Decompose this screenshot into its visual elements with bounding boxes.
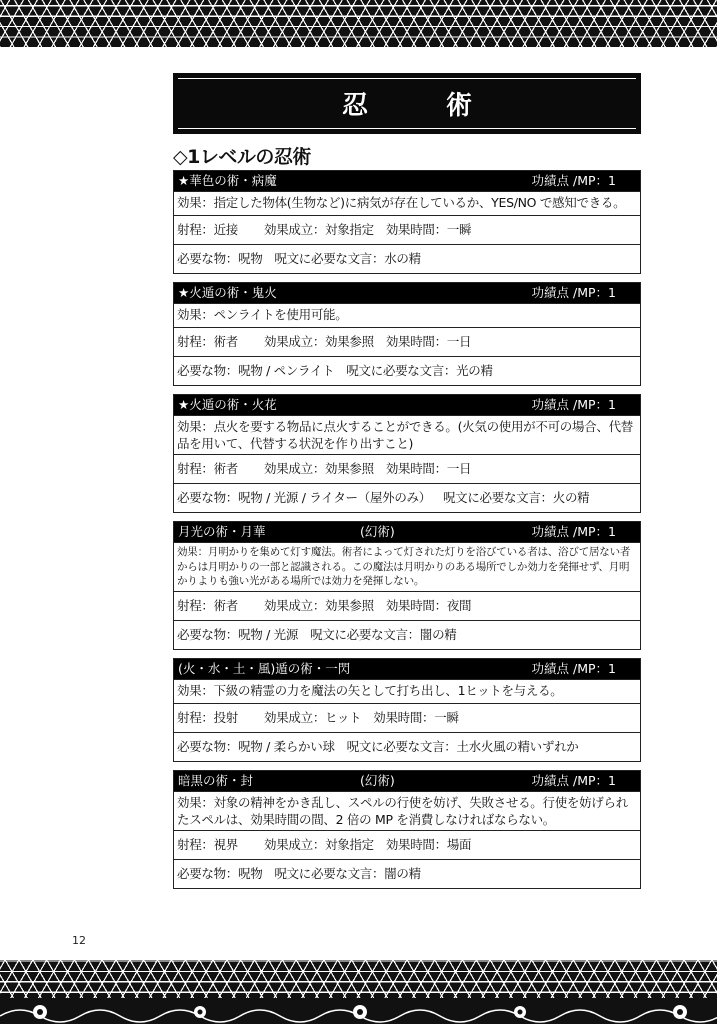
spell-stats bbox=[174, 591, 640, 620]
spell-effect: 効果：対象の精神をかき乱し、スペルの行使を妨げ、失敗させる。行使を妨げられたスペルは、効果時間の間、2 倍の MP を消費しなければならない。 bbox=[174, 791, 640, 830]
spell-name: 暗黒の術・封 bbox=[178, 772, 254, 788]
spell-cost: 功績点 /MP：1 bbox=[531, 397, 616, 412]
spell-range: 射程：投射 bbox=[177, 709, 239, 725]
spell-header bbox=[174, 522, 640, 542]
spell-needs: 必要な物：呪物 bbox=[177, 251, 263, 266]
spell-needs: 必要な物：呪物 / 光源 bbox=[177, 626, 299, 642]
decorative-footer-band bbox=[0, 998, 717, 1024]
asanoha-pattern-top bbox=[0, 0, 717, 48]
spell-needs: 必要な物：呪物 / ペンライト bbox=[177, 363, 335, 378]
spell-name: ★華色の術・病魔 bbox=[178, 173, 277, 188]
spell-header bbox=[174, 283, 640, 303]
spell-stats bbox=[174, 215, 640, 244]
spell-duration: 効果時間：一日 bbox=[385, 334, 472, 349]
spell-requirements bbox=[174, 859, 640, 888]
spell-establish: 効果成立：ヒット bbox=[264, 709, 362, 725]
spell-cost: 功績点 /MP：1 bbox=[531, 524, 616, 539]
spell-duration: 効果時間：場面 bbox=[385, 836, 472, 852]
page-content bbox=[173, 73, 641, 897]
section-title: ◇1レベルの忍術 bbox=[173, 146, 311, 168]
spell-duration: 効果時間：一日 bbox=[385, 461, 472, 476]
spell-name: (火・水・土・風)遁の術・一閃 bbox=[178, 660, 351, 676]
spell-duration: 効果時間：夜間 bbox=[385, 597, 472, 613]
spell-header bbox=[174, 171, 640, 191]
spell-words: 呪文に必要な文言：闇の精 bbox=[274, 865, 421, 881]
spell-words: 呪文に必要な文言：闇の精 bbox=[310, 626, 457, 642]
spell-range: 射程：術者 bbox=[177, 334, 239, 349]
spell-effect: 効果：月明かりを集めて灯す魔法。術者によって灯された灯りを浴びている者は、浴びて居ない者からは月明かりの一部と認識される。この魔法は月明かりのある場所でしか効力を発揮せず、月明かりよりも強い光がある場所では効力を発揮しない。 bbox=[174, 542, 640, 591]
wave-ornament-icon bbox=[0, 998, 717, 1024]
spell-effect: 効果：下級の精霊の力を魔法の矢として打ち出し、1ヒットを与える。 bbox=[174, 679, 640, 703]
spell-cost: 功績点 /MP：1 bbox=[531, 173, 616, 188]
spell-establish: 効果成立：効果参照 bbox=[264, 597, 374, 613]
spell-stats bbox=[174, 703, 640, 732]
spell-stats bbox=[174, 327, 640, 356]
spell-tag: (幻術) bbox=[360, 524, 395, 539]
spell-name: ★火遁の術・鬼火 bbox=[178, 285, 277, 300]
spell-range: 射程：視界 bbox=[177, 836, 239, 852]
spell-requirements bbox=[174, 244, 640, 273]
spell-words: 呪文に必要な文言：光の精 bbox=[346, 363, 493, 378]
spell-block bbox=[173, 770, 641, 889]
page-number: 12 bbox=[72, 934, 86, 947]
spell-duration: 効果時間：一瞬 bbox=[373, 709, 459, 725]
spell-requirements bbox=[174, 620, 640, 649]
spell-duration: 効果時間：一瞬 bbox=[385, 222, 472, 237]
spell-stats bbox=[174, 830, 640, 859]
spell-header bbox=[174, 395, 640, 415]
spell-needs: 必要な物：呪物 / 柔らかい球 bbox=[177, 738, 335, 754]
spell-block bbox=[173, 658, 641, 762]
spell-establish: 効果成立：対象指定 bbox=[264, 222, 374, 237]
spell-requirements bbox=[174, 483, 640, 512]
spell-words: 呪文に必要な文言：土水火風の精いずれか bbox=[346, 738, 579, 754]
spell-name: 月光の術・月華 bbox=[178, 524, 266, 539]
title-banner bbox=[173, 73, 641, 134]
spell-tag: (幻術) bbox=[360, 772, 395, 788]
spell-effect: 効果：点火を要する物品に点火することができる。(火気の使用が不可の場合、代替品を用いて、代替する状況を作り出すこと) bbox=[174, 415, 640, 454]
spell-range: 射程：近接 bbox=[177, 222, 239, 237]
spell-requirements bbox=[174, 732, 640, 761]
spell-range: 射程：術者 bbox=[177, 597, 239, 613]
spell-list bbox=[173, 170, 641, 889]
spell-range: 射程：術者 bbox=[177, 461, 239, 476]
spell-header bbox=[174, 659, 640, 679]
spell-establish: 効果成立：対象指定 bbox=[264, 836, 374, 852]
spell-cost: 功績点 /MP：1 bbox=[531, 285, 616, 300]
spell-block bbox=[173, 170, 641, 274]
spell-words: 呪文に必要な文言：水の精 bbox=[274, 251, 421, 266]
spell-needs: 必要な物：呪物 bbox=[177, 865, 263, 881]
spell-requirements bbox=[174, 356, 640, 385]
spell-name: ★火遁の術・火花 bbox=[178, 397, 277, 412]
spell-stats bbox=[174, 454, 640, 483]
spell-effect: 効果：指定した物体(生物など)に病気が存在しているか、YES/NO で感知できる。 bbox=[174, 191, 640, 215]
spell-establish: 効果成立：効果参照 bbox=[264, 461, 374, 476]
spell-establish: 効果成立：効果参照 bbox=[264, 334, 374, 349]
spell-block bbox=[173, 521, 641, 650]
spell-header bbox=[174, 771, 640, 791]
spell-cost: 功績点 /MP：1 bbox=[531, 660, 616, 676]
spell-words: 呪文に必要な文言：火の精 bbox=[442, 490, 590, 505]
spell-cost: 功績点 /MP：1 bbox=[531, 772, 616, 788]
spell-needs: 必要な物：呪物 / 光源 / ライター（屋外のみ） bbox=[177, 490, 431, 505]
spell-effect: 効果：ペンライトを使用可能。 bbox=[174, 303, 640, 327]
spell-block bbox=[173, 394, 641, 513]
spell-block bbox=[173, 282, 641, 386]
page-title: 忍 術 bbox=[341, 91, 498, 121]
